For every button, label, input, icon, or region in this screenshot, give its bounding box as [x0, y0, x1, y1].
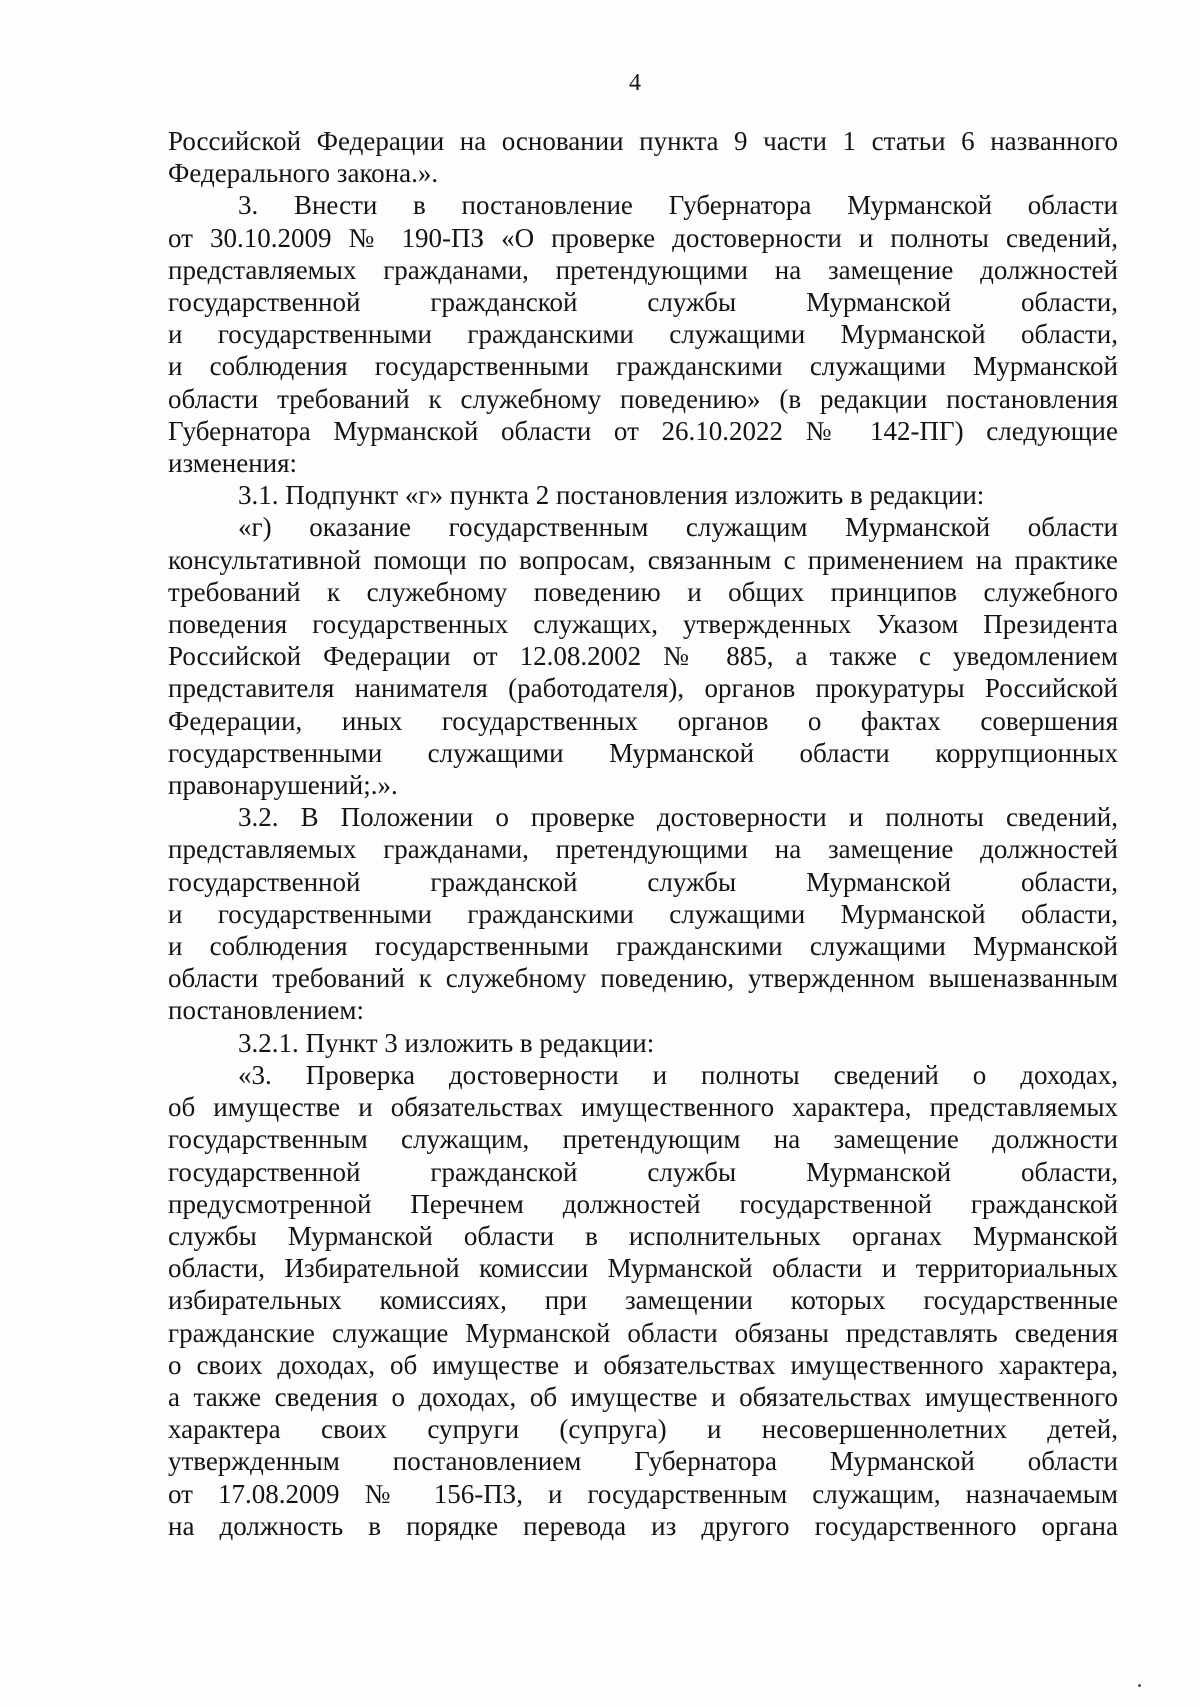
scan-artifact [1138, 1684, 1141, 1687]
text-line: требований к служебному поведению и общих принципов служебного [168, 576, 1118, 607]
text-line: области требований к служебному поведению, утвержденном вышеназванным [168, 963, 1118, 994]
text-line: и государственными гражданскими служащими Мурманской области, [168, 898, 1118, 929]
text-line: государственной гражданской службы Мурманской области, [168, 1156, 1118, 1187]
text-line: представителя нанимателя (работодателя), органов прокуратуры Российской [168, 673, 1118, 704]
text-line: предусмотренной Перечнем должностей государственной гражданской [168, 1188, 1118, 1219]
text-line: государственным служащим, претендующим на замещение должности [168, 1124, 1118, 1155]
text-line: консультативной помощи по вопросам, связанным с применением на практике [168, 544, 1118, 575]
paragraph [168, 125, 1118, 189]
paragraph [168, 189, 1118, 479]
text-line: избирательных комиссиях, при замещении которых государственные [168, 1285, 1118, 1316]
paragraph [168, 1059, 1118, 1542]
text-line: постановлением: [168, 995, 364, 1026]
text-line: поведения государственных служащих, утвержденных Указом Президента [168, 609, 1118, 640]
text-line: области, Избирательной комиссии Мурманской области и территориальных [168, 1253, 1118, 1284]
text-line: «3. Проверка достоверности и полноты сведений о доходах, [238, 1059, 1118, 1090]
paragraph [168, 801, 1118, 1026]
text-line: государственной гражданской службы Мурманской области, [168, 287, 1118, 318]
text-line: 3. Внести в постановление Губернатора Мурманской области [238, 190, 1118, 221]
text-line: «г) оказание государственным служащим Мурманской области [238, 512, 1118, 543]
text-line: об имуществе и обязательствах имущественного характера, представляемых [168, 1092, 1118, 1123]
paragraph [168, 479, 1118, 511]
text-line: 3.2.1. Пункт 3 изложить в редакции: [238, 1027, 655, 1058]
page-number: 4 [629, 70, 641, 96]
text-line: представляемых гражданами, претендующими на замещение должностей [168, 834, 1118, 865]
text-line: и государственными гражданскими служащими Мурманской области, [168, 319, 1118, 350]
text-line: Федерации, иных государственных органов о фактах совершения [168, 705, 1118, 736]
text-line: Губернатора Мурманской области от 26.10.2022 № 142-ПГ) следующие [168, 415, 1118, 446]
text-line: утвержденным постановлением Губернатора Мурманской области [168, 1446, 1118, 1477]
text-line: 3.1. Подпункт «г» пункта 2 постановления изложить в редакции: [238, 480, 985, 511]
document-body [168, 125, 1118, 1542]
text-line: Российской Федерации на основании пункта 9 части 1 статьи 6 названного [168, 126, 1118, 156]
text-line: на должность в порядке перевода из другого государственного органа [168, 1510, 1118, 1541]
text-line: представляемых гражданами, претендующими на замещение должностей [168, 254, 1118, 285]
paragraph [168, 511, 1118, 801]
text-line: 3.2. В Положении о проверке достоверности и полноты сведений, [238, 802, 1118, 833]
text-line: области требований к служебному поведению» (в редакции постановления [168, 383, 1118, 414]
text-line: характера своих супруги (супруга) и несовершеннолетних детей, [168, 1414, 1118, 1445]
text-line: и соблюдения государственными гражданскими служащими Мурманской [168, 351, 1118, 382]
text-line: гражданские служащие Мурманской области обязаны представлять сведения [168, 1317, 1118, 1348]
text-line: государственными служащими Мурманской области коррупционных [168, 737, 1118, 768]
text-line: о своих доходах, об имуществе и обязательствах имущественного характера, [168, 1349, 1118, 1380]
text-line: а также сведения о доходах, об имуществе и обязательствах имущественного [168, 1381, 1118, 1412]
text-line: службы Мурманской области в исполнительных органах Мурманской [168, 1220, 1118, 1251]
text-line: от 30.10.2009 № 190-ПЗ «О проверке достоверности и полноты сведений, [168, 222, 1118, 253]
text-line: Федерального закона.». [168, 158, 439, 189]
text-line: правонарушений;.». [168, 770, 398, 801]
text-line: от 17.08.2009 № 156-ПЗ, и государственным служащим, назначаемым [168, 1478, 1118, 1509]
paragraph [168, 1027, 1118, 1059]
text-line: изменения: [168, 448, 298, 479]
text-line: Российской Федерации от 12.08.2002 № 885, а также с уведомлением [168, 641, 1118, 672]
text-line: и соблюдения государственными гражданскими служащими Мурманской [168, 931, 1118, 962]
text-line: государственной гражданской службы Мурманской области, [168, 866, 1118, 897]
